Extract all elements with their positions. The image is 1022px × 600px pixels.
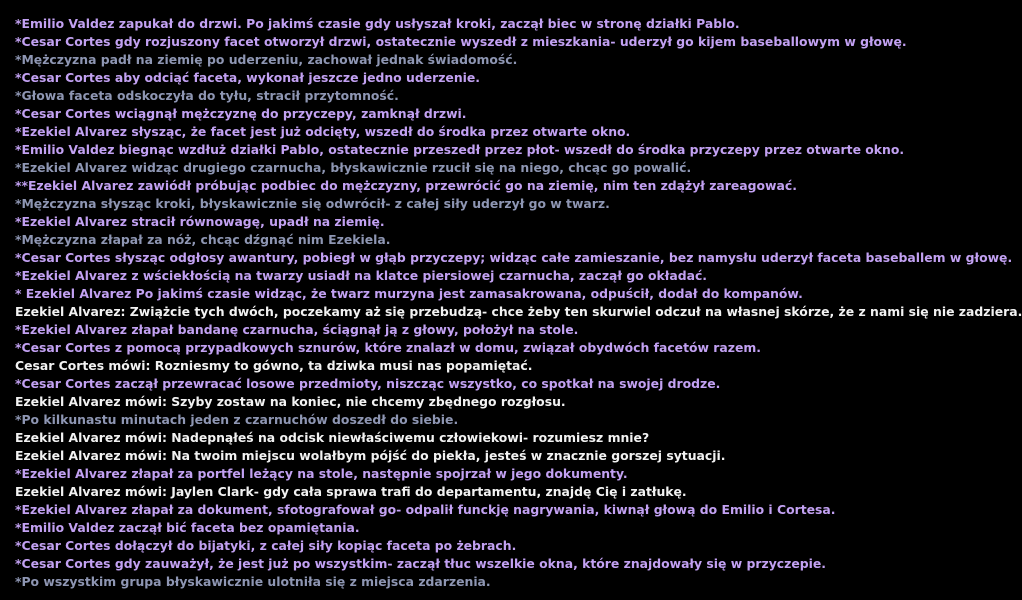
chat-line: *Cesar Cortes gdy zauważył, że jest już po wszystkim- zaczął tłuc wszelkie okna, które znajdowały się w przyczepie. xyxy=(15,556,826,571)
chat-line: *Cesar Cortes zaczął przewracać losowe przedmioty, niszcząc wszystko, co spotkał na swojej drodze. xyxy=(15,376,721,391)
chat-line: Ezekiel Alvarez mówi: Jaylen Clark- gdy cała sprawa trafi do departamentu, znajdę Cię i zatłukę. xyxy=(15,484,687,499)
chat-line: *Cesar Cortes słysząc odgłosy awantury, pobiegł w głąb przyczepy; widząc całe zamieszanie, bez namysłu uderzył faceta baseballem w głowę. xyxy=(15,250,1013,265)
chat-line: *Ezekiel Alvarez stracił równowagę, upadł na ziemię. xyxy=(15,214,385,229)
chat-line: Cesar Cortes mówi: Rozniesmy to gówno, ta dziwka musi nas popamiętać. xyxy=(15,358,533,373)
chat-line: *Cesar Cortes z pomocą przypadkowych sznurów, które znalazł w domu, związał obydwóch facetów razem. xyxy=(15,340,761,355)
chat-log xyxy=(15,15,1022,591)
chat-line: *Emilio Valdez zaczął bić faceta bez opamiętania. xyxy=(15,520,360,535)
chat-line: *Mężczyzna złapał za nóż, chcąc dźgnąć nim Ezekiela. xyxy=(15,232,391,247)
chat-line: *Ezekiel Alvarez słysząc, że facet jest już odcięty, wszedł do środka przez otwarte okno. xyxy=(15,124,631,139)
chat-line: *Po wszystkim grupa błyskawicznie ulotniła się z miejsca zdarzenia. xyxy=(15,574,491,589)
chat-line: *Mężczyzna padł na ziemię po uderzeniu, zachował jednak świadomość. xyxy=(15,52,518,67)
chat-line: *Ezekiel Alvarez złapał za dokument, sfotografował go- odpalił funckję nagrywania, kiwnął głową do Emilio i Cortesa. xyxy=(15,502,836,517)
chat-line: *Cesar Cortes aby odciąć faceta, wykonał jeszcze jedno uderzenie. xyxy=(15,70,481,85)
chat-line: *Mężczyzna słysząc kroki, błyskawicznie się odwrócił- z całej siły uderzył go w twarz. xyxy=(15,196,610,211)
chat-line: * Ezekiel Alvarez Po jakimś czasie widząc, że twarz murzyna jest zamasakrowana, odpuścił, dodał do kompanów. xyxy=(15,286,803,301)
chat-line: *Cesar Cortes wciągnął mężczyznę do przyczepy, zamknął drzwi. xyxy=(15,106,467,121)
chat-line: *Ezekiel Alvarez złapał bandanę czarnucha, ściągnął ją z głowy, położył na stole. xyxy=(15,322,579,337)
chat-line: Ezekiel Alvarez mówi: Na twoim miejscu wolałbym pójść do piekła, jesteś w znacznie gorszej sytuacji. xyxy=(15,448,726,463)
chat-line: Ezekiel Alvarez mówi: Szyby zostaw na koniec, nie chcemy zbędnego rozgłosu. xyxy=(15,394,566,409)
chat-line: Ezekiel Alvarez: Zwiążcie tych dwóch, poczekamy aż się przebudzą- chce żeby ten skurwiel odczuł na własnej skórze, że z nami się nie zadziera. xyxy=(15,304,1022,319)
chat-line: *Ezekiel Alvarez złapał za portfel leżący na stole, następnie spojrzał w jego dokumenty. xyxy=(15,466,628,481)
chat-line: Ezekiel Alvarez mówi: Nadepnąłeś na odcisk niewłaściwemu człowiekowi- rozumiesz mnie? xyxy=(15,430,650,445)
chat-line: *Ezekiel Alvarez widząc drugiego czarnucha, błyskawicznie rzucił się na niego, chcąc go powalić. xyxy=(15,160,692,175)
chat-line: *Po kilkunastu minutach jeden z czarnuchów doszedł do siebie. xyxy=(15,412,459,427)
chat-line: **Ezekiel Alvarez zawiódł próbując podbiec do mężczyzny, przewrócić go na ziemię, nim ten zdążył zareagować. xyxy=(15,178,797,193)
chat-line: *Emilio Valdez biegnąc wzdłuż działki Pablo, ostatecznie przeszedł przez płot- wszedł do środka przyczepy przez otwarte okno. xyxy=(15,142,905,157)
chat-line: *Emilio Valdez zapukał do drzwi. Po jakimś czasie gdy usłyszał kroki, zaczął biec w stronę działki Pablo. xyxy=(15,16,740,31)
chat-line: *Ezekiel Alvarez z wściekłością na twarzy usiadł na klatce piersiowej czarnucha, zaczął go okładać. xyxy=(15,268,708,283)
chat-line: *Cesar Cortes dołączył do bijatyki, z całej siły kopiąc faceta po żebrach. xyxy=(15,538,517,553)
chat-line: *Głowa faceta odskoczyła do tyłu, stracił przytomność. xyxy=(15,88,399,103)
chat-line: *Cesar Cortes gdy rozjuszony facet otworzył drzwi, ostatecznie wyszedł z mieszkania- uderzył go kijem baseballowym w głowę. xyxy=(15,34,907,49)
